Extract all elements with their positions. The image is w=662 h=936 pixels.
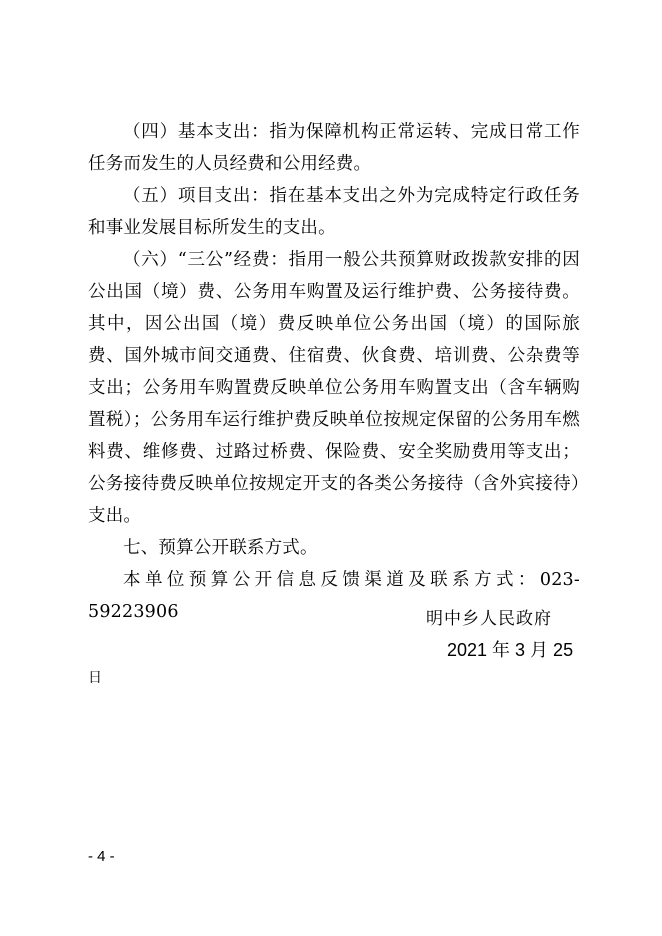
page-number: - 4 - [88, 848, 115, 865]
paragraph-contact-info: 本单位预算公开信息反馈渠道及联系方式：023-59223906 [88, 570, 580, 622]
paragraph-basic-expenditure: （四）基本支出：指为保障机构正常运转、完成日常工作任务而发生的人员经费和公用经费。 [88, 122, 580, 174]
signature-date: 2021 年 3 月 25 [447, 640, 574, 660]
section-heading-contact: 七、预算公开联系方式。 [123, 538, 318, 558]
signature-day-char: 日 [88, 670, 102, 686]
paragraph-three-public-expenses: （六）“三公”经费：指用一般公共预算财政拨款安排的因公出国（境）费、公务用车购置及运行维护费、公务接待费。其中，因公出国（境）费反映单位公务出国（境）的国际旅费、国外城市间交通费、住宿费、伙食费、培训费、公杂费等支出；公务用车购置费反映单位公务用车购置支出（含车辆购置税）；公务用车运行维护费反映单位按规定保留的公务用车燃料费、维修费、过路过桥费、保险费、安全奖励费用等支出；公务接待费反映单位按规定开支的各类公务接待（含外宾接待）支出。 [88, 250, 580, 526]
signature-organization: 明中乡人民政府 [426, 609, 552, 629]
paragraph-project-expenditure: （五）项目支出：指在基本支出之外为完成特定行政任务和事业发展目标所发生的支出。 [88, 186, 580, 238]
document-body [88, 116, 580, 628]
